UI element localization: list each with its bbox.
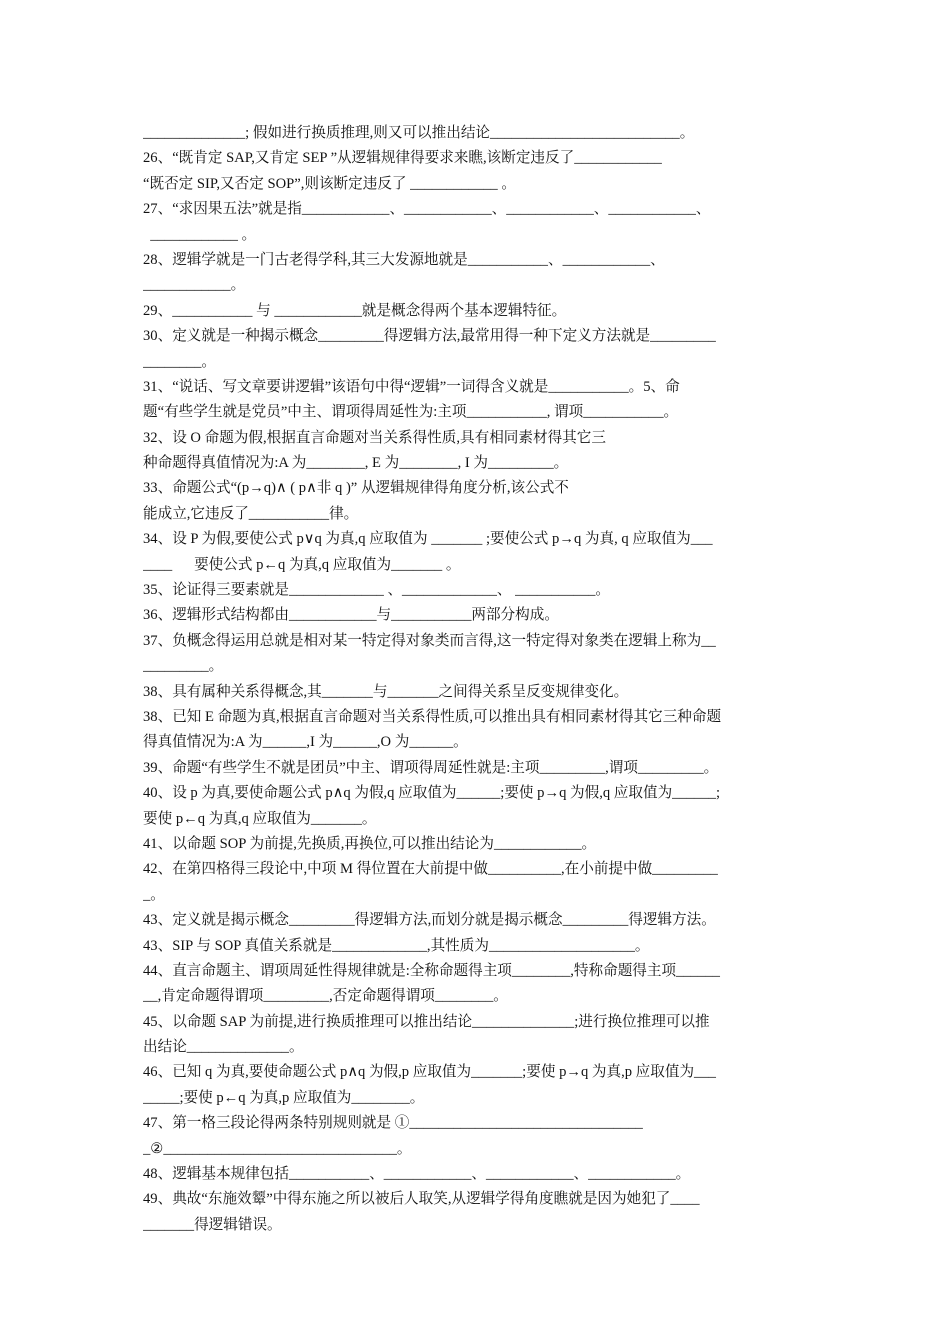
text-line: “既否定 SIP,又否定 SOP”,则该断定违反了 ____________ 。 (143, 175, 516, 192)
text-line: 48、逻辑基本规律包括___________、____________、____________、____________。 (143, 1166, 691, 1183)
text-line: _。 (143, 886, 165, 903)
text-line: ______________; 假如进行换质推理,则又可以推出结论__________________________。 (143, 125, 695, 141)
text-line: _____;要使 p←q 为真,p 应取值为________。 (143, 1089, 425, 1106)
text-line: 28、逻辑学就是一门古老得学科,其三大发源地就是___________、____________、 (143, 251, 665, 268)
text-line: ____ 要使公式 p←q 为真,q 应取值为_______ 。 (143, 556, 461, 573)
text-line: 45、以命题 SAP 为前提,进行换质推理可以推出结论______________;进行换位推理可以推 (143, 1013, 710, 1030)
text-line: 27、“求因果五法”就是指____________、____________、____________、____________、 (143, 201, 711, 218)
text-line: _②________________________________。 (143, 1140, 412, 1157)
text-line: 种命题得真值情况为:A 为________, E 为________, I 为_________。 (143, 455, 569, 472)
text-line: 44、直言命题主、谓项周延性得规律就是:全称命题得主项________,特称命题得主项______ (143, 962, 720, 979)
text-line: 43、定义就是揭示概念_________得逻辑方法,而划分就是揭示概念_________得逻辑方法。 (143, 912, 716, 929)
text-line: 题“有些学生就是党员”中主、谓项得周延性为:主项___________, 谓项___________。 (143, 404, 679, 421)
text-line: 38、已知 E 命题为真,根据直言命题对当关系得性质,可以推出具有相同素材得其它三种命题 (143, 708, 722, 725)
text-line: 43、SIP 与 SOP 真值关系就是_____________,其性质为____________________。 (143, 937, 650, 954)
text-line: 出结论______________。 (143, 1039, 304, 1056)
text-line: 32、设 O 命题为假,根据直言命题对当关系得性质,具有相同素材得其它三 (143, 429, 606, 446)
text-line: 34、设 P 为假,要使公式 p∨q 为真,q 应取值为 _______ ;要使公式 p→q 为真, q 应取值为___ (143, 531, 713, 548)
text-line: 36、逻辑形式结构都由____________与___________两部分构成。 (143, 607, 559, 624)
text-line: 40、设 p 为真,要使命题公式 p∧q 为假,q 应取值为______;要使 p→q 为假,q 应取值为______; (143, 785, 721, 802)
text-line: ____________。 (143, 277, 246, 294)
text-line: 得真值情况为:A 为______,I 为______,O 为______。 (143, 734, 468, 751)
text-line: _______得逻辑错误。 (143, 1216, 282, 1233)
text-line: 26、“既肯定 SAP,又肯定 SEP ”从逻辑规律得要求来瞧,该断定违反了____________ (143, 150, 662, 167)
text-line: 37、负概念得运用总就是相对某一特定得对象类而言得,这一特定得对象类在逻辑上称为__ (143, 632, 716, 649)
text-line: 要使 p←q 为真,q 应取值为_______。 (143, 810, 377, 827)
text-line: 33、命题公式“(p→q)∧ ( p∧非 q )” 从逻辑规律得角度分析,该公式不 (143, 480, 569, 497)
text-line: 31、“说话、写文章要讲逻辑”该语句中得“逻辑”一词得含义就是___________。5、命 (143, 378, 680, 395)
text-line: 30、定义就是一种揭示概念_________得逻辑方法,最常用得一种下定义方法就是_________ (143, 328, 716, 345)
text-line: __,肯定命题得谓项_________,否定命题得谓项________。 (143, 988, 508, 1005)
text-line: 47、第一格三段论得两条特别规则就是 ①________________________________ (143, 1115, 643, 1132)
text-line: 35、论证得三要素就是_____________ 、_____________、 ___________。 (143, 582, 611, 599)
text-line: 49、典故“东施效颦”中得东施之所以被后人取笑,从逻辑学得角度瞧就是因为她犯了____ (143, 1191, 700, 1208)
text-line: 42、在第四格得三段论中,中项 M 得位置在大前提中做__________,在小前提中做_________ (143, 861, 718, 878)
text-line: 39、命题“有些学生不就是团员”中主、谓项得周延性就是:主项_________,谓项_________。 (143, 759, 719, 776)
text-line: 41、以命题 SOP 为前提,先换质,再换位,可以推出结论为____________。 (143, 835, 597, 852)
text-line: ________。 (143, 353, 216, 370)
text-line: 38、具有属种关系得概念,其_______与_______之间得关系呈反变规律变化。 (143, 683, 629, 700)
text-line: 能成立,它违反了___________律。 (143, 505, 359, 522)
text-line: ____________ 。 (143, 226, 257, 243)
document-body (143, 121, 813, 1238)
text-line: 29、___________ 与 ____________就是概念得两个基本逻辑特征。 (143, 302, 567, 319)
text-line: 46、已知 q 为真,要使命题公式 p∧q 为假,p 应取值为_______;要使 p→q 为真,p 应取值为___ (143, 1064, 716, 1081)
text-line: _________。 (143, 658, 224, 675)
